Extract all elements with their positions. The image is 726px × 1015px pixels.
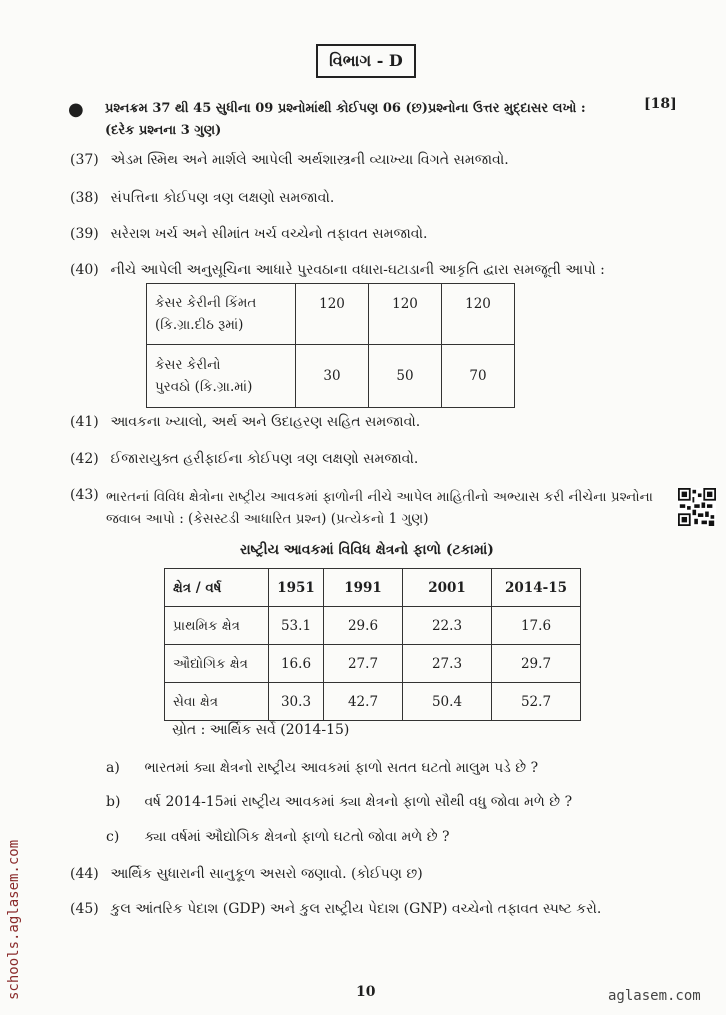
qr-code-icon [678,488,716,526]
table-row [147,284,515,345]
question-38 [70,190,334,206]
side-watermark: schools.aglasem.com [6,839,22,1000]
income-table-title: રાષ્ટ્રીય આવકમાં વિવિધ ક્ષેત્રનો ફાળો (ટકામાં) [240,542,494,558]
question-text: એડમ સ્મિથ અને માર્શલે આપેલી અર્થશાસ્ત્રની વ્યાખ્યા વિગતે સમજાવો. [110,152,509,168]
table-cell: 27.3 [403,645,492,683]
question-text: સરેરાશ ખર્ચ અને સીમાંત ખર્ચ વચ્ચેનો તફાવત સમજાવો. [110,226,428,242]
question-text: આર્થિક સુધારાની સાનુકૂળ અસરો જણાવો. (કોઈપણ છ) [110,866,423,882]
table-cell: 120 [442,284,515,345]
question-43-number: (43) [70,487,99,503]
table-cell: 30 [296,345,369,408]
column-header: 1951 [269,569,324,607]
page-number: 10 [356,984,376,1000]
table-source: સ્રોત : આર્થિક સર્વે (2014-15) [172,722,350,738]
question-number: (45) [70,901,99,917]
subquestion-label: a) [106,760,120,776]
question-text: આવકના ખ્યાલો, અર્થ અને ઉદાહરણ સહિત સમજાવો. [110,414,421,430]
table-cell: 30.3 [269,683,324,721]
table-cell: 120 [369,284,442,345]
table-cell: 50 [369,345,442,408]
table-cell: 29.7 [492,645,581,683]
section-title: વિભાગ - D [316,44,416,78]
question-43 [106,486,676,530]
instruction-line-1: પ્રશ્નક્રમ 37 થી 45 સુધીના 09 પ્રશ્નોમાંથી કોઈપણ 06 (છ)પ્રશ્નોના ઉત્તર મુદ્દાસર લખો : [105,101,586,116]
column-header: ક્ષેત્ર / વર્ષ [165,569,269,607]
table-cell: 70 [442,345,515,408]
table-cell: 22.3 [403,607,492,645]
instruction-bullet: ● [68,99,84,120]
table-cell: 50.4 [403,683,492,721]
question-text: નીચે આપેલી અનુસૂચિના આધારે પુરવઠાના વધારા-ઘટાડાની આકૃતિ દ્વારા સમજૂતી આપો : [110,262,605,278]
supply-schedule-table [146,283,515,408]
question-text-line: ભારતનાં વિવિધ ક્ષેત્રોના રાષ્ટ્રીય આવકમાં ફાળોની નીચે આપેલ માહિતીનો અભ્યાસ કરી નીચેના પ્રશ્નોના [106,489,653,505]
subquestion-b [106,794,572,810]
table-row [165,645,581,683]
subquestion-label: c) [106,829,120,845]
question-number: (37) [70,152,99,168]
question-text: ઈજારાયુક્ત હરીફાઈના કોઈપણ ત્રણ લક્ષણો સમજાવો. [110,451,419,467]
question-44 [70,866,423,882]
table-cell: 17.6 [492,607,581,645]
instruction-line-2: (દરેક પ્રશ્નના 3 ગુણ) [105,123,222,138]
question-number: (38) [70,190,99,206]
table-row-label [147,345,296,408]
subquestion-text: ક્યા વર્ષમાં ઔદ્યોગિક ક્ષેત્રનો ફાળો ઘટતો જોવા મળે છે ? [144,829,450,845]
instruction-block [105,96,665,140]
subquestion-a [106,760,538,776]
column-header: 2001 [403,569,492,607]
question-37 [70,152,509,168]
table-cell: 42.7 [324,683,403,721]
question-number: (41) [70,414,99,430]
subquestion-text: વર્ષ 2014-15માં રાષ્ટ્રીય આવકમાં ક્યા ક્ષેત્રનો ફાળો સૌથી વધુ જોવા મળે છે ? [144,794,573,810]
table-row-label [147,284,296,345]
question-number: (44) [70,866,99,882]
question-number: (40) [70,262,99,278]
table-cell: 27.7 [324,645,403,683]
sector-income-table [164,568,581,721]
question-number: (42) [70,451,99,467]
question-45 [70,901,601,917]
label-line: કેસર કેરીની કિંમત [155,295,257,311]
table-cell: 120 [296,284,369,345]
table-cell: સેવા ક્ષેત્ર [165,683,269,721]
subquestion-label: b) [106,794,121,810]
table-row [147,345,515,408]
table-cell: 16.6 [269,645,324,683]
question-40 [70,262,605,278]
table-cell: 53.1 [269,607,324,645]
question-text-line: જવાબ આપો : (કેસસ્ટડી આધારિત પ્રશ્ન) (પ્રત્યેકનો 1 ગુણ) [106,511,429,527]
table-row [165,683,581,721]
table-cell: ઔદ્યોગિક ક્ષેત્ર [165,645,269,683]
corner-watermark: aglasem.com [608,988,701,1004]
question-text: કુલ આંતરિક પેદાશ (GDP) અને કુલ રાષ્ટ્રીય પેદાશ (GNP) વચ્ચેનો તફાવત સ્પષ્ટ કરો. [110,901,602,917]
table-cell: 29.6 [324,607,403,645]
table-header-row [165,569,581,607]
question-41 [70,414,420,430]
total-marks: [18] [644,96,677,112]
table-cell: 52.7 [492,683,581,721]
column-header: 2014-15 [492,569,581,607]
label-line: કેસર કેરીનો [155,357,221,373]
subquestion-c [106,829,450,845]
question-39 [70,226,427,242]
table-row [165,607,581,645]
subquestion-text: ભારતમાં ક્યા ક્ષેત્રનો રાષ્ટ્રીય આવકમાં ફાળો સતત ઘટતો માલુમ પડે છે ? [144,760,539,776]
label-line: (કિ.ગ્રા.દીઠ રૂમાં) [155,317,244,333]
table-cell: પ્રાથમિક ક્ષેત્ર [165,607,269,645]
label-line: પુરવઠો (કિ.ગ્રા.માં) [155,379,253,395]
question-42 [70,451,418,467]
question-text: સંપત્તિના કોઈપણ ત્રણ લક્ષણો સમજાવો. [110,190,335,206]
question-number: (39) [70,226,99,242]
column-header: 1991 [324,569,403,607]
